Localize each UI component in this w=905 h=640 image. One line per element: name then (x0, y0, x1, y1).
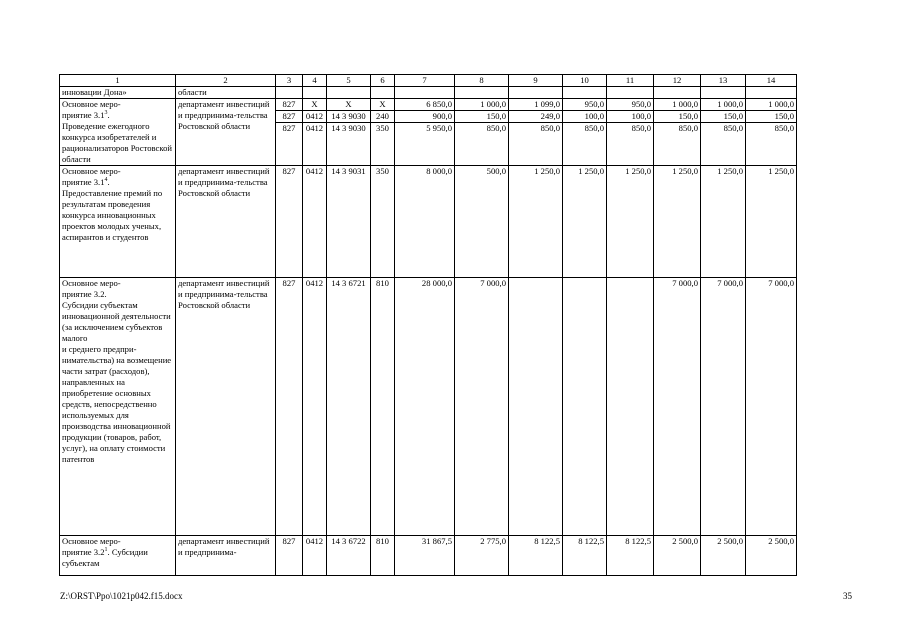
value-line: 8 122,5 (625, 536, 651, 546)
value-line (563, 278, 606, 289)
value-line: Х (303, 99, 326, 111)
value-line: 350 (376, 123, 389, 133)
value-line: 950,0 (607, 99, 653, 111)
value-cell-col-11 (607, 278, 654, 536)
value-cell-col-10 (563, 166, 607, 278)
value-cell-col-12 (654, 87, 701, 99)
value-cell-col-11 (607, 166, 654, 278)
value-line (563, 87, 606, 98)
table-row (60, 536, 797, 576)
executor-cell: департамент инвестиций и предпринима-тельства Ростовской области (176, 278, 276, 536)
header-col-1: 1 (60, 75, 176, 87)
value-cell-col-14 (746, 99, 797, 166)
value-line: 850,0 (678, 123, 698, 133)
value-line: 850,0 (723, 123, 743, 133)
value-line: 249,0 (509, 111, 562, 123)
value-line: 31 867,5 (421, 536, 452, 546)
footnote-marker: 4 (104, 177, 108, 184)
value-cell-col-13 (701, 166, 746, 278)
executor-cell: области (176, 87, 276, 99)
value-cell-col-6 (371, 278, 395, 536)
value-line: 5 950,0 (426, 123, 452, 133)
value-cell-col-11 (607, 536, 654, 576)
value-line: 350 (376, 166, 389, 176)
value-cell-col-10 (563, 536, 607, 576)
activity-description-text: . Проведение ежегодного конкурса изобретателей и рационализаторов Ростовской области (62, 110, 172, 164)
value-line (327, 87, 370, 98)
value-line (509, 87, 562, 98)
value-cell-col-3 (276, 166, 303, 278)
budget-table (59, 74, 797, 576)
activity-name-cell (60, 99, 176, 166)
header-col-11: 11 (607, 75, 654, 87)
value-line: 900,0 (395, 111, 454, 123)
value-cell-col-3 (276, 99, 303, 166)
value-line: 100,0 (607, 111, 653, 123)
executor-cell: департамент инвестиций и предпринима-тельства Ростовской области (176, 166, 276, 278)
value-line: 827 (282, 166, 296, 176)
header-col-3: 3 (276, 75, 303, 87)
footnote-marker: 1 (104, 547, 108, 554)
value-cell-col-12 (654, 536, 701, 576)
footer-page-number: 35 (843, 591, 852, 601)
executor-cell: департамент инвестиций и предпринима- (176, 536, 276, 576)
value-cell-col-14 (746, 536, 797, 576)
value-cell-col-13 (701, 99, 746, 166)
value-line: 850,0 (540, 123, 560, 133)
value-line: 810 (376, 278, 389, 288)
value-cell-col-11 (607, 87, 654, 99)
activity-name-text: Основное меро- приятие 3.2. Субсидии субъектам инновационной деятельности (за исключением субъектов малого и среднего предпри-нимательства) на возмещение части затрат (расходов), направленных на приобретение основных средств, непосредственно используемых для производства инновационной продукции (товаров, работ, услуг), на оплату стоимости патентов (62, 278, 172, 464)
value-line: Х (327, 99, 370, 111)
value-line: 8 122,5 (534, 536, 560, 546)
value-cell-col-5 (327, 99, 371, 166)
value-cell-col-14 (746, 87, 797, 99)
header-col-6: 6 (371, 75, 395, 87)
value-cell-col-9 (509, 99, 563, 166)
value-line: 827 (276, 111, 302, 123)
value-line: 1 099,0 (509, 99, 562, 111)
value-cell-col-7 (395, 99, 455, 166)
value-line (371, 87, 394, 98)
value-cell-col-3 (276, 278, 303, 536)
value-cell-col-4 (303, 87, 327, 99)
value-cell-col-14 (746, 166, 797, 278)
value-cell-col-10 (563, 278, 607, 536)
value-line: 2 500,0 (768, 536, 794, 546)
activity-name-cell (60, 278, 176, 536)
header-col-4: 4 (303, 75, 327, 87)
value-line: 7 000,0 (768, 278, 794, 288)
value-cell-col-5 (327, 278, 371, 536)
value-line: 827 (282, 123, 296, 133)
value-line: 8 122,5 (578, 536, 604, 546)
header-col-14: 14 (746, 75, 797, 87)
value-line: 0412 (305, 123, 324, 133)
value-line: 500,0 (486, 166, 506, 176)
value-cell-col-9 (509, 166, 563, 278)
value-line: 7 000,0 (717, 278, 743, 288)
value-cell-col-12 (654, 99, 701, 166)
value-line: 1 250,0 (717, 166, 743, 176)
value-cell-col-12 (654, 278, 701, 536)
value-line: 850,0 (584, 123, 604, 133)
activity-description-text: . Субсидии субъектам (62, 547, 151, 568)
value-cell-col-4 (303, 166, 327, 278)
value-line: 240 (371, 111, 394, 123)
value-cell-col-7 (395, 166, 455, 278)
budget-table-container (59, 74, 797, 576)
table-row (60, 87, 797, 99)
activity-name-cell (60, 536, 176, 576)
value-line: 0412 (305, 536, 324, 546)
header-col-12: 12 (654, 75, 701, 87)
value-cell-col-8 (455, 278, 509, 536)
value-line: 1 250,0 (625, 166, 651, 176)
value-cell-col-7 (395, 536, 455, 576)
value-cell-col-3 (276, 87, 303, 99)
header-col-9: 9 (509, 75, 563, 87)
value-line (701, 87, 745, 98)
value-line: 150,0 (746, 111, 796, 123)
value-line: 0412 (305, 278, 324, 288)
value-line: 150,0 (654, 111, 700, 123)
activity-name-text: Основное меро- приятие 3.1 (62, 166, 121, 187)
value-line: 14 3 9031 (331, 166, 366, 176)
value-line: 850,0 (486, 123, 506, 133)
activity-name-text: инновации Дона» (62, 87, 127, 97)
value-cell-col-4 (303, 536, 327, 576)
value-line: 0412 (305, 166, 324, 176)
value-cell-col-4 (303, 278, 327, 536)
value-line: 7 000,0 (480, 278, 506, 288)
value-line (276, 87, 302, 98)
value-cell-col-5 (327, 536, 371, 576)
value-line (455, 87, 508, 98)
value-cell-col-9 (509, 87, 563, 99)
activity-name-cell (60, 87, 176, 99)
header-col-7: 7 (395, 75, 455, 87)
table-body (60, 75, 797, 576)
value-line: 850,0 (631, 123, 651, 133)
value-cell-col-9 (509, 536, 563, 576)
value-line: 1 250,0 (768, 166, 794, 176)
value-line (395, 87, 454, 98)
value-line: 1 000,0 (701, 99, 745, 111)
value-line: 1 250,0 (578, 166, 604, 176)
executor-cell: департамент инвестиций и предпринима-тельства Ростовской области (176, 99, 276, 166)
value-line: 14 3 9030 (327, 111, 370, 123)
value-line: 810 (376, 536, 389, 546)
value-line: 1 250,0 (672, 166, 698, 176)
activity-name-cell (60, 166, 176, 278)
value-line (607, 87, 653, 98)
value-line: Х (371, 99, 394, 111)
value-cell-col-6 (371, 166, 395, 278)
value-cell-col-13 (701, 536, 746, 576)
value-cell-col-7 (395, 278, 455, 536)
value-line (746, 87, 796, 98)
value-cell-col-5 (327, 87, 371, 99)
value-cell-col-10 (563, 99, 607, 166)
value-line: 850,0 (774, 123, 794, 133)
value-line: 8 000,0 (426, 166, 452, 176)
value-line: 2 500,0 (717, 536, 743, 546)
value-line: 2 500,0 (672, 536, 698, 546)
value-cell-col-8 (455, 99, 509, 166)
value-line: 827 (282, 278, 296, 288)
value-cell-col-6 (371, 99, 395, 166)
value-cell-col-9 (509, 278, 563, 536)
table-row (60, 278, 797, 536)
value-cell-col-11 (607, 99, 654, 166)
value-cell-col-5 (327, 166, 371, 278)
value-line: 150,0 (701, 111, 745, 123)
value-line (303, 87, 326, 98)
value-cell-col-8 (455, 87, 509, 99)
header-col-10: 10 (563, 75, 607, 87)
header-col-2: 2 (176, 75, 276, 87)
value-cell-col-6 (371, 536, 395, 576)
footer-file-path: Z:\ORST\Ppo\1021p042.f15.docx (60, 591, 183, 601)
table-row (60, 166, 797, 278)
header-col-5: 5 (327, 75, 371, 87)
value-line: 14 3 9030 (331, 123, 366, 133)
value-line: 1 000,0 (746, 99, 796, 111)
footnote-marker: 3 (104, 110, 108, 117)
value-line: 100,0 (563, 111, 606, 123)
value-line: 827 (276, 99, 302, 111)
value-cell-col-14 (746, 278, 797, 536)
value-line: 14 3 6721 (331, 278, 366, 288)
value-cell-col-13 (701, 278, 746, 536)
value-line (509, 278, 562, 289)
header-col-13: 13 (701, 75, 746, 87)
value-line: 1 000,0 (455, 99, 508, 111)
value-line: 6 850,0 (395, 99, 454, 111)
value-line (654, 87, 700, 98)
value-cell-col-6 (371, 87, 395, 99)
header-col-8: 8 (455, 75, 509, 87)
value-cell-col-3 (276, 536, 303, 576)
activity-name-text: Основное меро- приятие 3.1 (62, 99, 121, 120)
value-line: 950,0 (563, 99, 606, 111)
value-cell-col-4 (303, 99, 327, 166)
value-cell-col-7 (395, 87, 455, 99)
value-line: 0412 (303, 111, 326, 123)
value-line: 1 250,0 (534, 166, 560, 176)
value-line: 2 775,0 (480, 536, 506, 546)
value-cell-col-12 (654, 166, 701, 278)
value-cell-col-8 (455, 536, 509, 576)
value-cell-col-8 (455, 166, 509, 278)
value-line: 7 000,0 (672, 278, 698, 288)
value-cell-col-10 (563, 87, 607, 99)
value-line: 827 (282, 536, 296, 546)
value-line: 150,0 (455, 111, 508, 123)
activity-description-text: . Предоставление премий по результатам проведения конкурса инновационных проектов молодых ученых, аспирантов и студентов (62, 177, 163, 242)
value-line: 1 000,0 (654, 99, 700, 111)
value-line: 28 000,0 (421, 278, 452, 288)
table-row (60, 99, 797, 166)
value-line: 14 3 6722 (331, 536, 366, 546)
value-line (607, 278, 653, 289)
column-number-row (60, 75, 797, 87)
value-cell-col-13 (701, 87, 746, 99)
activity-name-text: Основное меро- приятие 3.2 (62, 536, 121, 557)
